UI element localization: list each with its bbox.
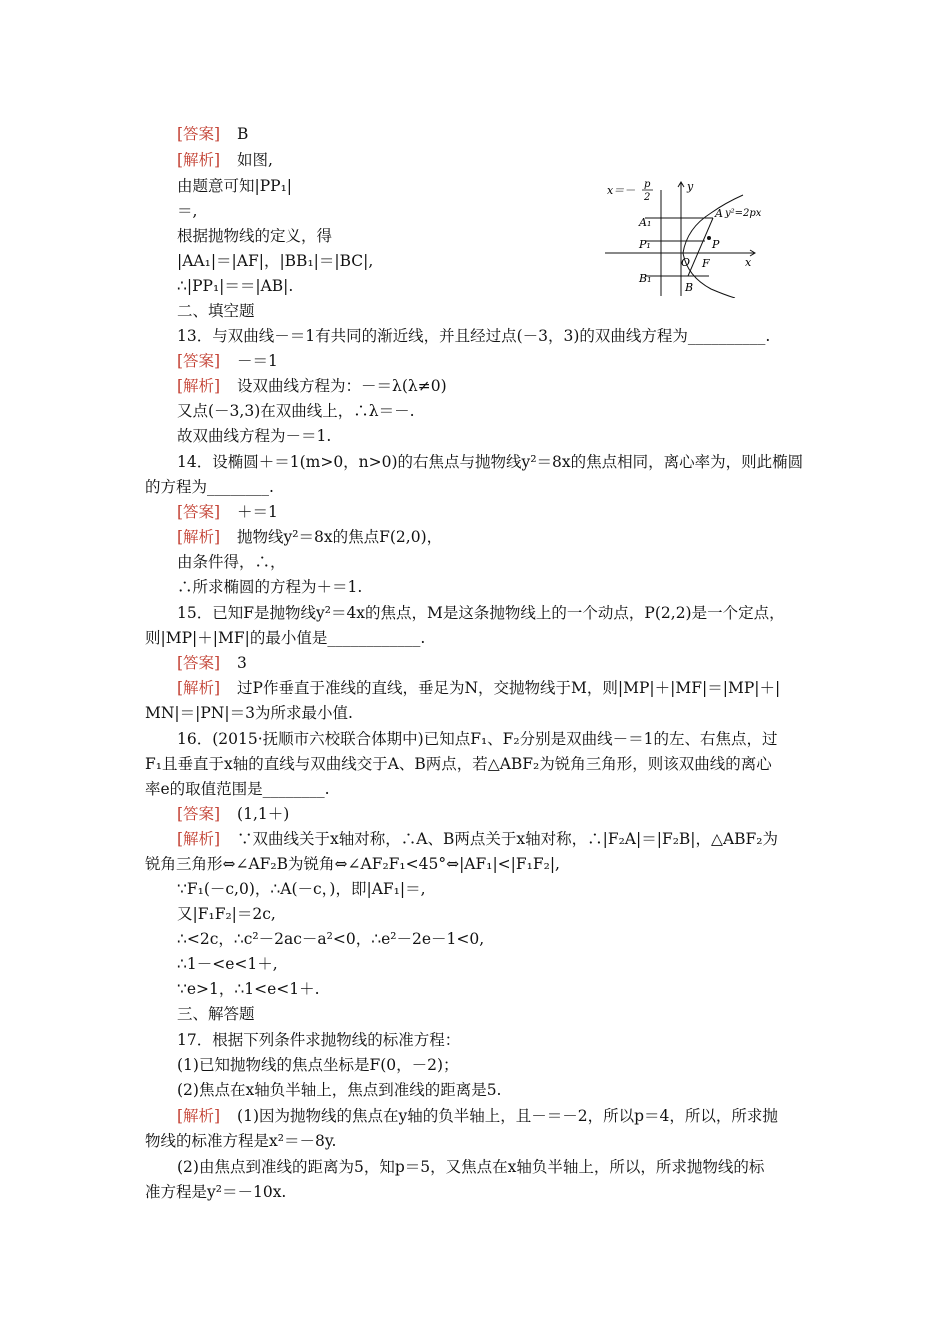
analysis-text: (1)因为抛物线的焦点在y轴的负半轴上，且－＝－2，所以p＝4，所以，所求抛: [237, 1107, 778, 1125]
text-line: 又点(－3,3)在双曲线上，∴λ＝－.: [177, 402, 415, 420]
q12-answer: [177, 124, 248, 144]
section-heading: 二、填空题: [177, 302, 255, 320]
q15-answer: [177, 653, 247, 673]
answer-tag: [答案]: [177, 352, 221, 370]
p-label: p: [644, 179, 651, 190]
curve-label: y²=2px: [725, 208, 762, 219]
answer-tag: [答案]: [177, 125, 221, 143]
answer-value: ＋＝1: [237, 503, 278, 521]
analysis-text: 过P作垂直于准线的直线，垂足为N，交抛物线于M，则|MP|＋|MF|＝|MP|＋|: [237, 679, 781, 697]
question-15-stem-cont: 则|MP|＋|MF|的最小值是____________.: [145, 629, 426, 647]
answer-value: B: [237, 125, 249, 143]
point-p1-label: P₁: [639, 238, 651, 251]
question-14-stem-cont: 的方程为________.: [145, 478, 274, 496]
text-line: 锐角三角形⇔∠AF₂B为锐角⇔∠AF₂F₁<45°⇔|AF₁|<|F₁F₂|,: [145, 855, 560, 873]
q13-analysis: [177, 376, 447, 396]
text-line: ∴1－<e<1＋,: [177, 955, 278, 973]
point-a1-label: A₁: [639, 216, 652, 229]
directrix-label: x＝－: [607, 184, 636, 197]
q14-analysis: [177, 527, 442, 547]
x-axis-label: x: [745, 256, 752, 269]
text-line: 由题意可知|PP₁|: [177, 177, 293, 195]
text-line: ∴所求椭圆的方程为＋＝1.: [177, 578, 363, 596]
text-line: (2)由焦点到准线的距离为5，知p＝5，又焦点在x轴负半轴上，所以，所求抛物线的标: [177, 1158, 765, 1176]
point-p-label: P: [712, 238, 720, 251]
text-line: 又|F₁F₂|＝2c,: [177, 905, 276, 923]
q16-answer: [177, 804, 289, 824]
text-line: 根据抛物线的定义，得: [177, 227, 333, 245]
answer-value: (1,1＋): [237, 805, 290, 823]
question-14-stem: 14．设椭圆＋＝1(m>0，n>0)的右焦点与抛物线y²＝8x的焦点相同，离心率为，则此椭圆: [177, 453, 804, 471]
two-label: 2: [644, 192, 651, 203]
analysis-tag: [解析]: [177, 830, 221, 848]
point-o-label: O: [681, 256, 691, 269]
q17-analysis: [177, 1106, 778, 1126]
y-axis-label: y: [687, 180, 694, 193]
text-line: 由条件得，∴，: [177, 553, 286, 571]
q14-answer: [177, 502, 278, 522]
analysis-tag: [解析]: [177, 528, 221, 546]
analysis-tag: [解析]: [177, 679, 221, 697]
question-15-stem: 15．已知F是抛物线y²＝4x的焦点，M是这条抛物线上的一个动点，P(2,2)是一个定点，: [177, 604, 785, 622]
analysis-text: 如图,: [237, 151, 273, 169]
text-line: ∵e>1，∴1<e<1＋.: [177, 980, 320, 998]
text-line: 故双曲线方程为－＝1.: [177, 427, 332, 445]
answer-value: －＝1: [237, 352, 278, 370]
section-heading: 三、解答题: [177, 1005, 255, 1023]
question-13-stem: 13．与双曲线－＝1有共同的渐近线，并且经过点(－3，3)的双曲线方程为__________.: [177, 327, 771, 345]
text-line: ＝,: [177, 202, 198, 220]
text-line: |AA₁|＝|AF|，|BB₁|＝|BC|,: [177, 252, 374, 270]
analysis-tag: [解析]: [177, 377, 221, 395]
question-17-stem: 17．根据下列条件求抛物线的标准方程：: [177, 1031, 461, 1049]
text-line: ∴|PP₁|＝＝|AB|.: [177, 277, 294, 295]
analysis-tag: [解析]: [177, 1107, 221, 1125]
point-f-label: F: [702, 257, 710, 270]
answer-tag: [答案]: [177, 805, 221, 823]
point-b-label: B: [685, 281, 694, 294]
text-line: 物线的标准方程是x²＝－8y.: [145, 1132, 337, 1150]
text-line: MN|＝|PN|＝3为所求最小值.: [145, 704, 353, 722]
q12-analysis: [177, 150, 273, 170]
text-line: 准方程是y²＝－10x.: [145, 1183, 287, 1201]
q13-answer: [177, 351, 278, 371]
question-16-stem: 16．(2015·抚顺市六校联合体期中)已知点F₁、F₂分别是双曲线－＝1的左、右焦点，过: [177, 730, 778, 748]
answer-tag: [答案]: [177, 654, 221, 672]
answer-value: 3: [237, 654, 247, 672]
question-16-stem-cont: F₁且垂直于x轴的直线与双曲线交于A、B两点，若△ABF₂为锐角三角形，则该双曲线的离心: [145, 755, 772, 773]
point-a-label: A: [715, 207, 723, 220]
text-line: ∵F₁(－c,0)，∴A(－c，)，即|AF₁|＝,: [177, 880, 426, 898]
question-16-stem-cont: 率e的取值范围是________.: [145, 780, 330, 798]
text-line: (2)焦点在x轴负半轴上，焦点到准线的距离是5.: [177, 1081, 502, 1099]
point-p: [707, 236, 711, 240]
analysis-text: 抛物线y²＝8x的焦点F(2,0)，: [237, 528, 443, 546]
analysis-text: 设双曲线方程为：－＝λ(λ≠0): [237, 377, 447, 395]
answer-tag: [答案]: [177, 503, 221, 521]
point-b1-label: B₁: [639, 272, 652, 285]
analysis-text: ∵双曲线关于x轴对称，∴A、B两点关于x轴对称，∴|F₂A|＝|F₂B|，△ABF₂为: [237, 830, 778, 848]
text-line: ∴<2c，∴c²－2ac－a²<0，∴e²－2e－1<0,: [177, 930, 485, 948]
q16-analysis: [177, 829, 778, 849]
parabola-figure: [605, 178, 770, 298]
text-line: (1)已知抛物线的焦点坐标是F(0，－2)；: [177, 1056, 459, 1074]
q15-analysis: [177, 678, 780, 698]
analysis-tag: [解析]: [177, 151, 221, 169]
